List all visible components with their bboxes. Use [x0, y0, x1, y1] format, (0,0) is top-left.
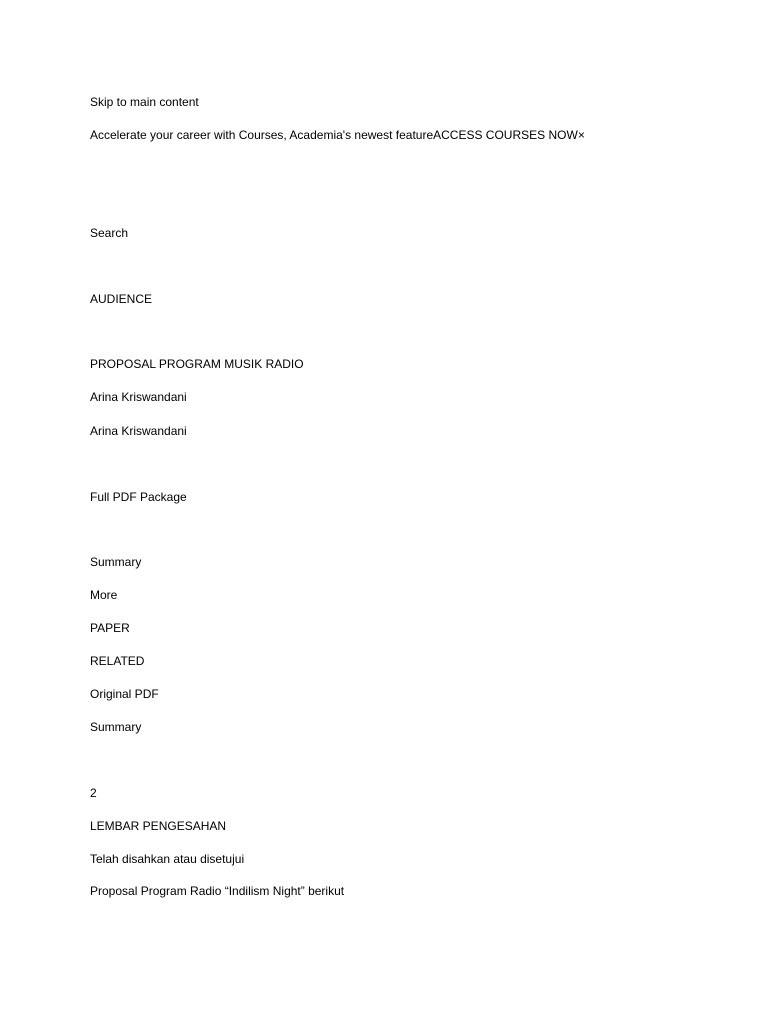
document-text: Proposal Program Radio “Indilism Night” berikut	[90, 884, 345, 898]
author-name: Arina Kriswandani	[90, 424, 187, 438]
tab-summary[interactable]: Summary	[90, 555, 142, 569]
page-number: 2	[90, 786, 97, 800]
summary-link[interactable]: Summary	[90, 720, 142, 734]
close-icon[interactable]: ×	[577, 128, 585, 142]
original-pdf-link[interactable]: Original PDF	[90, 687, 159, 701]
tab-paper[interactable]: PAPER	[90, 621, 130, 635]
author-link[interactable]: Arina Kriswandani	[90, 390, 187, 404]
full-pdf-package-link[interactable]: Full PDF Package	[90, 490, 187, 504]
paper-title: PROPOSAL PROGRAM MUSIK RADIO	[90, 357, 304, 371]
search-button[interactable]: Search	[90, 226, 129, 240]
document-heading: LEMBAR PENGESAHAN	[90, 819, 227, 833]
courses-banner	[90, 128, 585, 142]
more-menu[interactable]: More	[90, 588, 118, 602]
skip-to-content-link[interactable]: Skip to main content	[90, 95, 199, 109]
access-courses-button[interactable]: ACCESS COURSES NOW	[433, 128, 578, 142]
tab-related[interactable]: RELATED	[90, 654, 145, 668]
banner-text: Accelerate your career with Courses, Academia's newest feature	[90, 128, 434, 142]
audience-label: AUDIENCE	[90, 292, 153, 306]
document-text: Telah disahkan atau disetujui	[90, 852, 245, 866]
